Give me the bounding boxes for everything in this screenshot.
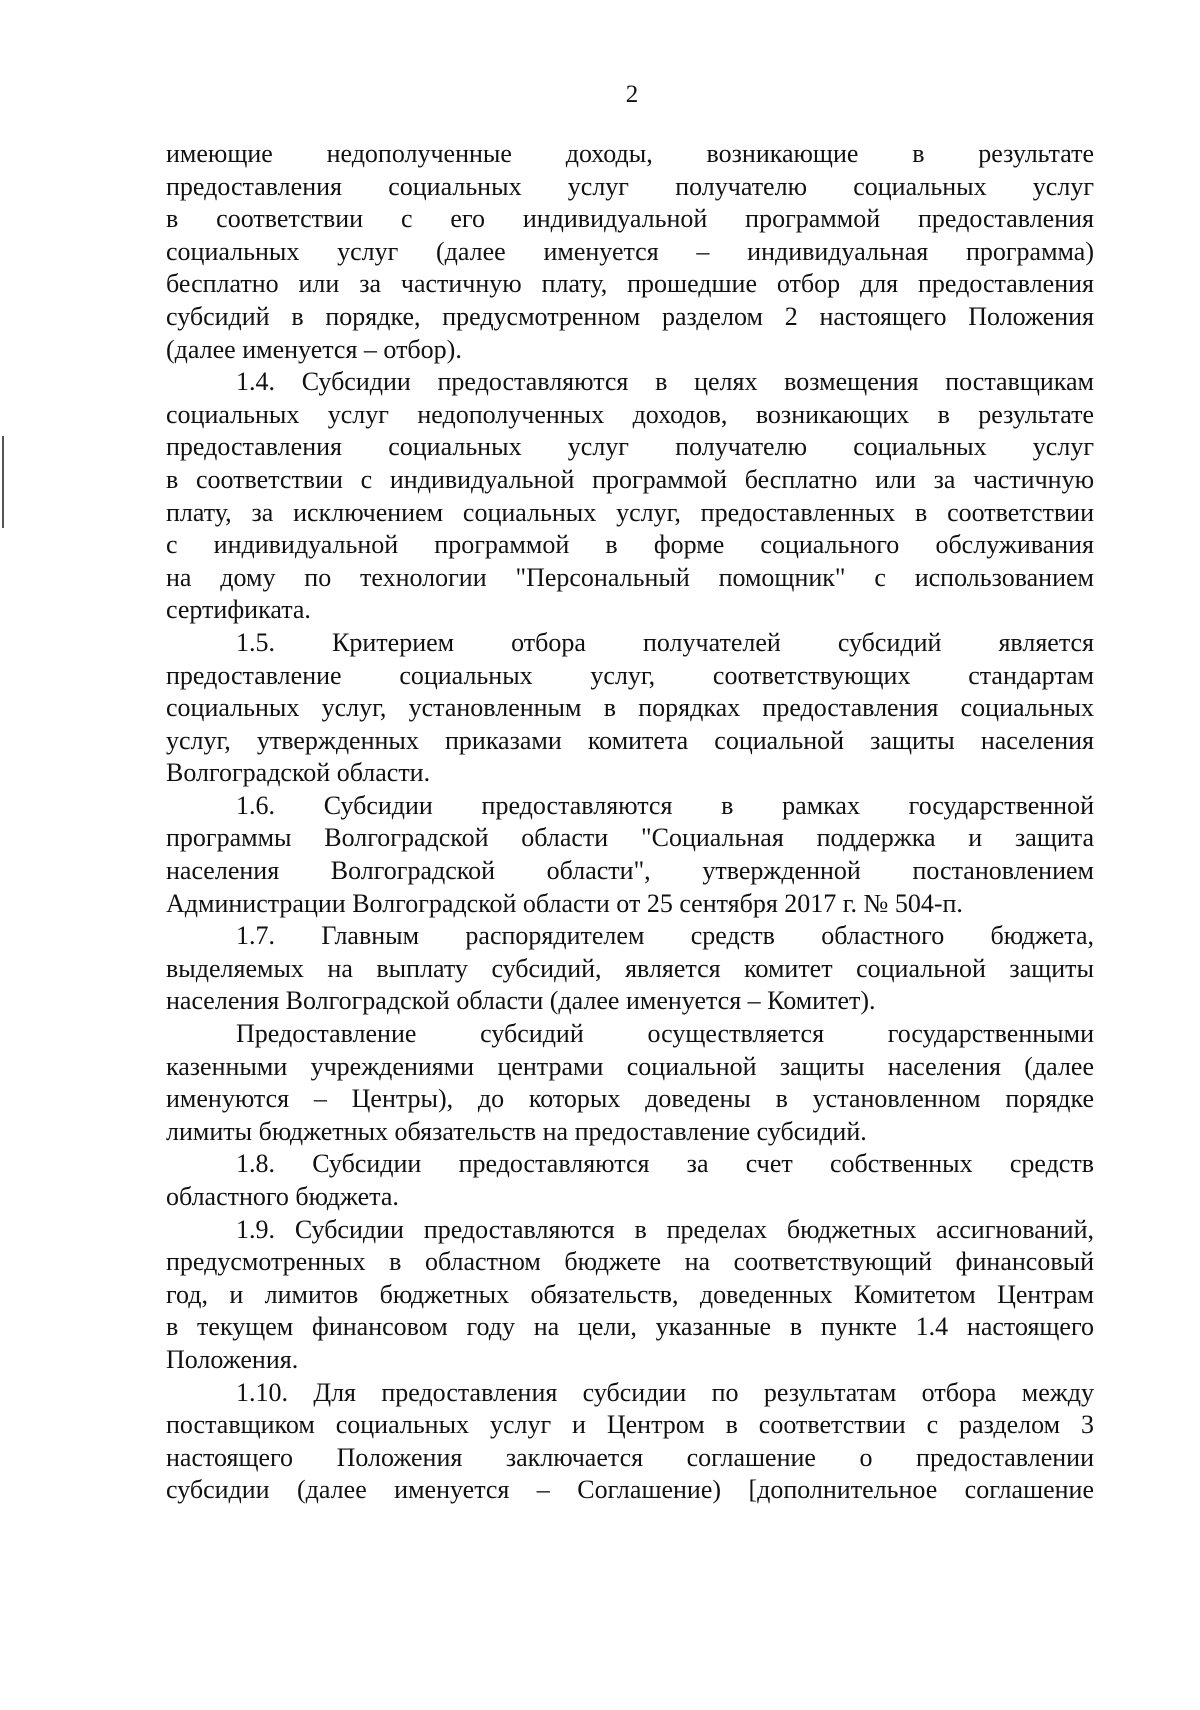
text-line: социальных услуг, установленным в порядках предоставления социальных: [166, 693, 1094, 723]
text-line: Положения.: [166, 1344, 299, 1374]
text-line: субсидии (далее именуется – Соглашение) [дополнительное соглашение: [166, 1475, 1094, 1505]
text-line: имеющие недополученные доходы, возникающие в результате: [166, 139, 1094, 168]
text-line: субсидий в порядке, предусмотренном разделом 2 настоящего Положения: [166, 301, 1094, 331]
text-line: в соответствии с индивидуальной программой бесплатно или за частичную: [166, 464, 1094, 494]
text-line: Волгоградской области.: [166, 758, 431, 788]
text-line: населения Волгоградской области (далее именуется – Комитет).: [166, 986, 876, 1016]
text-line: (далее именуется – отбор).: [166, 334, 462, 364]
text-line: областного бюджета.: [166, 1182, 399, 1211]
paragraph-first-line: 1.7. Главным распорядителем средств областного бюджета,: [236, 921, 1094, 951]
paragraph-first-line: 1.5. Критерием отбора получателей субсидий является: [236, 627, 1094, 657]
text-line: поставщиком социальных услуг и Центром в соответствии с разделом 3: [166, 1410, 1094, 1440]
text-line: в соответствии с его индивидуальной программой предоставления: [166, 204, 1094, 234]
text-line: социальных услуг недополученных доходов, возникающих в результате: [166, 399, 1094, 429]
text-line: предоставления социальных услуг получателю социальных услуг: [166, 171, 1094, 201]
text-line: услуг, утвержденных приказами комитета социальной защиты населения: [166, 725, 1094, 755]
text-line: на дому по технологии "Персональный помощник" с использованием: [166, 562, 1094, 592]
text-line: именуются – Центры), до которых доведены в установленном порядке: [166, 1084, 1094, 1114]
text-line: с индивидуальной программой в форме социального обслуживания: [166, 530, 1094, 560]
text-line: лимиты бюджетных обязательств на предоставление субсидий.: [166, 1116, 867, 1146]
text-line: социальных услуг (далее именуется – индивидуальная программа): [166, 236, 1094, 266]
paragraph-first-line: 1.6. Субсидии предоставляются в рамках государственной: [236, 790, 1094, 820]
text-line: плату, за исключением социальных услуг, предоставленных в соответствии: [166, 497, 1094, 527]
text-line: предусмотренных в областном бюджете на соответствующий финансовый: [166, 1247, 1094, 1277]
paragraph-first-line: 1.10. Для предоставления субсидии по результатам отбора между: [236, 1377, 1094, 1407]
text-line: выделяемых на выплату субсидий, является комитет социальной защиты: [166, 953, 1094, 983]
text-line: в текущем финансовом году на цели, указанные в пункте 1.4 настоящего: [166, 1312, 1094, 1342]
scan-edge-mark: [2, 436, 4, 528]
paragraph-first-line: Предоставление субсидий осуществляется государственными: [236, 1019, 1094, 1049]
paragraph-first-line: 1.8. Субсидии предоставляются за счет собственных средств: [236, 1149, 1094, 1179]
text-line: программы Волгоградской области "Социальная поддержка и защита: [166, 823, 1094, 853]
text-line: населения Волгоградской области", утвержденной постановлением: [166, 856, 1094, 886]
paragraph-first-line: 1.4. Субсидии предоставляются в целях возмещения поставщикам: [236, 367, 1094, 397]
document-body: [166, 138, 1094, 1507]
text-line: предоставления социальных услуг получателю социальных услуг: [166, 432, 1094, 462]
text-line: Администрации Волгоградской области от 25 сентября 2017 г. № 504-п.: [166, 888, 963, 918]
paragraph-first-line: 1.9. Субсидии предоставляются в пределах бюджетных ассигнований,: [236, 1214, 1094, 1244]
text-line: год, и лимитов бюджетных обязательств, доведенных Комитетом Центрам: [166, 1279, 1094, 1309]
text-line: настоящего Положения заключается соглашение о предоставлении: [166, 1442, 1094, 1472]
text-line: казенными учреждениями центрами социальной защиты населения (далее: [166, 1051, 1094, 1081]
text-line: сертификата.: [166, 595, 311, 625]
text-line: бесплатно или за частичную плату, прошедшие отбор для предоставления: [166, 269, 1094, 299]
page-number: 2: [625, 81, 639, 108]
text-line: предоставление социальных услуг, соответствующих стандартам: [166, 660, 1094, 690]
